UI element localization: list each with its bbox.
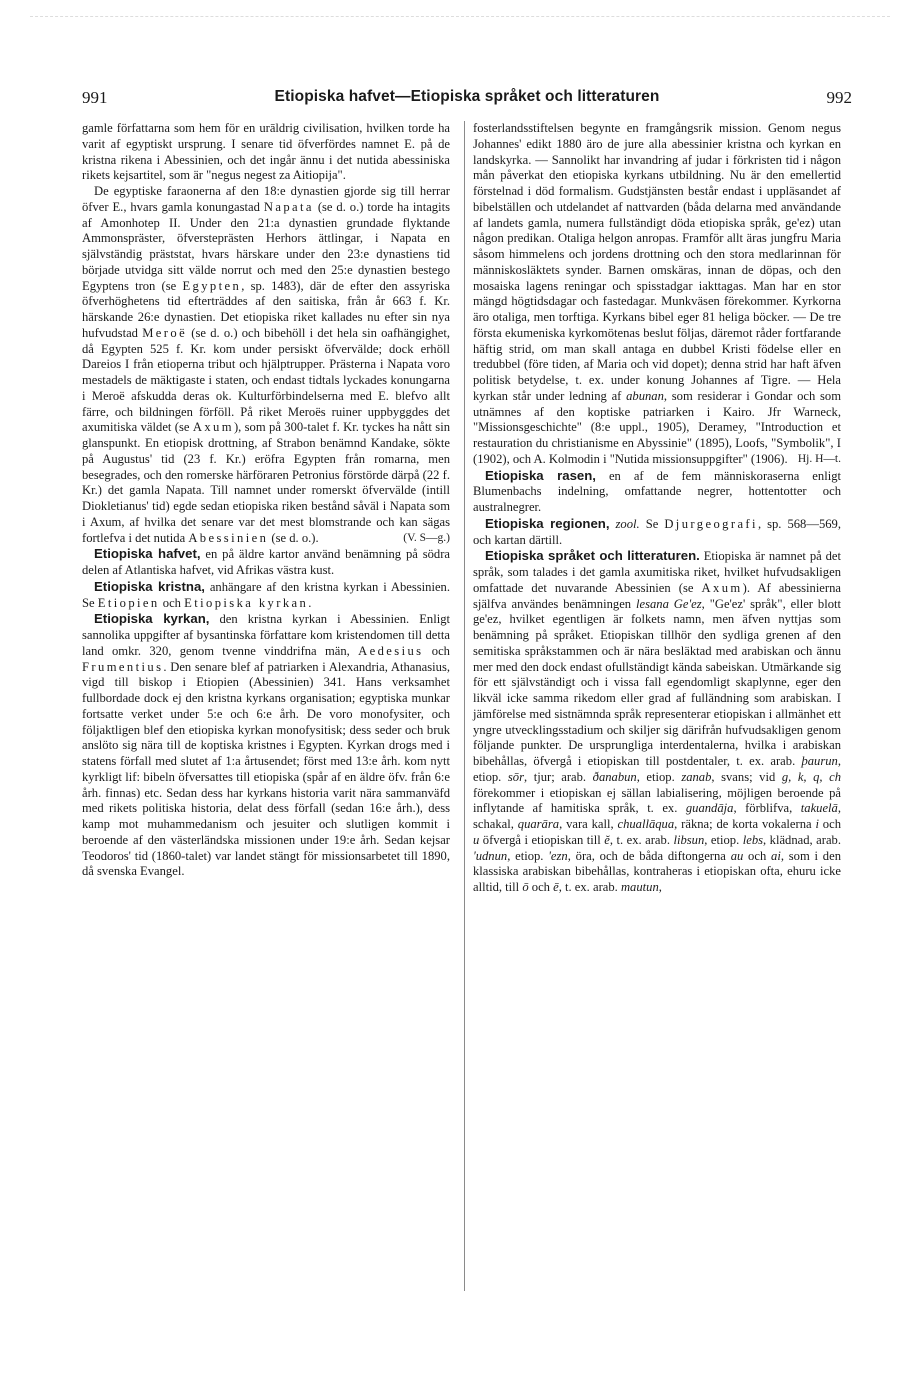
- entry-etiopiska-spraket: [473, 548, 841, 896]
- text-run: þaurun: [801, 754, 838, 768]
- text-run: och: [743, 848, 772, 863]
- text-run: och: [818, 817, 841, 831]
- text-run: gamle författarna som hem för en urāldrig civilisation, hvilken torde ha varit af egyptiskt ursprung. I senare tid öfverfördes namnet E. på de kristna rikena i Abessinien, och det ingår ännu i det nutida abessiniska rikets kejsartitel, som är "negus negest za Aitiopija".: [82, 121, 450, 183]
- text-run: och: [528, 880, 554, 894]
- text-run: libsun: [673, 832, 705, 847]
- text-run: zool.: [615, 516, 640, 531]
- text-run: au: [730, 848, 744, 863]
- running-title: Etiopiska hafvet—Etiopiska språket och litteraturen: [274, 88, 660, 105]
- text-run: fosterlandsstiftelsen begynte en framgångsrik mission. Genom negus Johannes' edikt 1880 äro de jure alla abessinier kristna och kyrkan en landskyrka. — Sannolikt har invandring af judar i förkristen tid i någon mån påverkat den etiopiska kyrkans utbildning. Nu är den emellertid förstelnad i död formalism. Gudstjänsten består endast i uppläsandet af bibelställen och utdelandet af nattvarden (båda delarna med användande af landets gamla, numera fullständigt döda etiopiska språk, ge'ez) utan någon predikan. Otaliga helgon anropas. Framför allt äras jungfru Maria såsom himmelens och jordens drottning och den stora medlarinnan för människosläktets synder. Barnen omskäras, innan de döpas, och den mosaiska lagens reningar och spisstadgar iakttagas. Man har en stor mängd högtidsdagar och fastedagar. Munkväsen förekommer. Kyrkorna äro otaliga, men torftiga. Kyrkans bibel eger 81 heliga böcker. — De tre första ekumeniska kyrkomötenas beslut följas, däremot råder fortfarande häftig strid, om man skall antaga en dubbel Kristi födelse eller en tredubbel (före tiden, af Maria och vid dopet); denna strid har haft äfven politisk betydelse, t. ex. under konung Johannes af Tigre. — Hela kyrkan står under ledning af: [473, 121, 841, 403]
- text-run: , etiop.: [636, 769, 682, 784]
- column-rule: [464, 121, 465, 1291]
- text-run: , klädnad, arab.: [763, 832, 841, 847]
- text-run: Se: [639, 516, 665, 531]
- text-run: ðanabun: [592, 769, 637, 784]
- headword: Etiopiska regionen,: [485, 515, 610, 531]
- left-column: [82, 121, 450, 880]
- page-number-left: 991: [82, 88, 108, 107]
- entry-etiopiska-hafvet: [82, 546, 450, 579]
- kyrkan-continuation: [473, 121, 841, 468]
- text-run: , svans; vid: [711, 769, 782, 784]
- text-run: och: [159, 595, 185, 610]
- text-run: en på äldre kartor använd benämning på södra delen af Atlantiska hafvet, vid Afrikas västra kust.: [82, 547, 450, 577]
- text-run: , etiop.: [473, 754, 841, 784]
- text-run: Etiopien: [97, 595, 160, 610]
- headword: Etiopiska kristna,: [94, 578, 205, 594]
- text-run: ō: [522, 880, 529, 894]
- author-signature: Hj. H—t.: [797, 452, 841, 465]
- text-run: , "Ge'ez' språk", eller blott ge'ez, hvilket egentligen är folkets namn, men äfven nyttjas som benämning på språket. Etiopiskan tillhör den sydliga grenen af den semitiska språkstammen och är nära besläktad med arabiskan och ännu mer med den dock endast ofullständigt kända sabeiskan. Utmärkande sig för ett självständigt och i vissa fall egendomligt skaplynne, eger den likväl icke samma rikedom eller grad af fulländning som arabiskan. I jämförelse med sistnämnda språk representerar etiopiskan i allmänhet ett yngre utvecklingsstadium och skiljer sig därifrån hufvudsakligen genom följande punkter. De ursprungliga interdentalerna, hvilka i arabiskan bibehållas, öfvergå i etiopiskan till postdentaler, t. ex. arab.: [473, 596, 841, 768]
- text-run: zanab: [681, 769, 712, 784]
- text-run: den kristna kyrkan i Abessinien. Enligt sannolika uppgifter af bysantinska författare kom kristendomen till detta land omkr. 320, genom tvenne vinddrifna män,: [82, 612, 451, 658]
- text-run: 'udnun: [473, 848, 508, 863]
- entry-etiopiska-regionen: [473, 516, 841, 549]
- text-run: (se d. o.) torde ha intagits af Amonhotep II. Under den 21:a dynastien grundade flyktande Ammonspräster, öfversteprästen Herhors ättlingar, i Napata en självständig präststat, hvars härskare under den 23:e dynastiens tid började utvidga sitt välde norrut och med den 25:e dynastien bestego Egyptens tron (se: [82, 199, 450, 293]
- text-run: lesana Ge'ez: [636, 596, 702, 611]
- text-run: mautun: [620, 880, 659, 894]
- text-run: i: [815, 817, 819, 831]
- text-run: 'ezn: [548, 848, 568, 863]
- text-run: Etiopiska kyrkan: [184, 595, 309, 610]
- entry-etiopiska-kristna: [82, 579, 450, 612]
- etiopien-continuation: [82, 121, 450, 184]
- text-run: ,: [658, 880, 662, 894]
- text-run: quarāra: [517, 817, 560, 831]
- text-run: u: [473, 832, 480, 847]
- text-run: Axum: [701, 580, 743, 595]
- text-run: , räkna; de korta vokalerna: [674, 817, 816, 831]
- text-run: ĕ: [604, 832, 610, 847]
- text-run: .: [308, 595, 312, 610]
- text-run: Aedesius: [358, 643, 424, 658]
- text-run: Axum: [192, 420, 234, 435]
- headword: Etiopiska kyrkan,: [94, 611, 210, 627]
- text-run: , sp. 1483), där de efter den assyriska öfverhöghetens tid efterträddes af den saitiska, från år 663 f. Kr. härskande 26:e dynastien. Det etiopiska riket kallades nu efter sin nya hufvudstad: [82, 278, 450, 340]
- text-run: takuelā: [800, 801, 838, 816]
- text-run: ē: [553, 880, 559, 894]
- text-run: , som residerar i Gondar och som utnämnes af den koptiske patriarken i Kairo. Jfr Warneck, "Missionsgeschichte" (8:e uppl., 1905), Deramey, "Introduction et restauration du christianisme en Abyssinie" (1895), Loofs, "Symbolik", I (1902), och A. Kolmodin i "Nutida missionsuppgifter" (1906).: [473, 388, 841, 466]
- text-run: , schakal,: [473, 801, 842, 831]
- text-run: (se d. o.) och bibehöll i det hela sin oafhängighet, då Egypten 525 f. Kr. kom under persiskt öfvervälde; dock erhöll Dareios I från etioperna tribut och hjälptrupper. Prästerna i Napata voro mestadels de mäktigaste i staten, och endast tidtals lyckades konungarna i Meroë afskudda deras ok. Kulturförbindelserna med E. blefvo allt färre, och bildningen förföll. På riket Meroës ruiner uppbyggdes det axumitiska väldet (se: [82, 325, 450, 435]
- text-run: ai: [771, 848, 781, 863]
- text-run: öfvergå i etiopiskan till: [479, 832, 605, 847]
- author-signature: (V. S—g.): [403, 531, 450, 544]
- text-run: guandāja: [685, 801, 734, 816]
- text-run: anhängare af den kristna kyrkan i Abessinien. Se: [82, 579, 450, 610]
- headword: Etiopiska rasen,: [485, 467, 596, 483]
- text-run: lebs: [742, 832, 764, 847]
- text-run: , som i den klassiska arabiskan bibehållas, kontraheras i etiopiskan ofta, ehuru icke alltid, till: [473, 848, 841, 894]
- text-run: (se d. o.).: [268, 530, 319, 545]
- text-run: chuallāqua: [617, 817, 675, 831]
- text-run: , sp. 568—569, och kartan därtill.: [473, 516, 841, 547]
- right-column: [473, 121, 841, 896]
- text-run: , förblifva,: [733, 801, 801, 816]
- text-run: Frumentius: [82, 659, 164, 674]
- entry-etiopiska-rasen: [473, 468, 841, 516]
- text-run: Meroë: [142, 325, 188, 340]
- scan-edge-artifact: [30, 16, 890, 23]
- text-run: g, k, q, ch: [781, 769, 841, 784]
- text-run: , vara kall,: [559, 817, 618, 831]
- text-run: och: [423, 643, 450, 658]
- text-run: Egypten: [182, 278, 242, 293]
- text-run: , öra, och de båda diftongerna: [567, 848, 731, 863]
- text-run: , etiop.: [507, 848, 549, 863]
- text-run: Djurgeografi: [664, 516, 758, 531]
- text-run: ), som på 300-talet f. Kr. tyckes ha nått sin glanspunkt. En etiopisk drottning, af Strabon benämnd Kandake, sökte på Augustus' tid (23 f. Kr.) eröfra Egypten från romarna, men besegrades, och den romerske härföraren Petronius förstörde därpå (22 f. Kr.) det gamla Napata. Till namnet under romerskt öfvervälde (intill Diokletianus' tid) egde sedan etiopiska riken bestånd såväl i Napata som i Axum, af hvilka det senare var det mest blomstrande och kan sägas fortlefva i det nutida: [82, 420, 450, 545]
- text-run: , etiop.: [704, 832, 743, 847]
- text-run: ). Af abessinierna själfva användes benämningen: [473, 580, 841, 611]
- text-run: , t. ex. arab.: [558, 880, 621, 894]
- text-run: Etiopiska är namnet på det språk, som talades i det gamla axumitiska riket, hvilket hufvudsakligen omfattade det nuvarande Abessinien (se: [473, 549, 842, 595]
- text-run: , tjur; arab.: [524, 769, 593, 784]
- page-header: [82, 88, 852, 112]
- text-run: Napata: [263, 199, 314, 214]
- text-run: förekommer i etiopiskan ej sällan labialisering, möjligen beroende på inflytande af hamitiska språk, t. ex.: [473, 785, 841, 816]
- headword: Etiopiska språket och litteraturen.: [485, 548, 700, 564]
- text-run: . Den senare blef af patriarken i Alexandria, Athanasius, vigd till biskop i Etiopien (Abessinien) 341. Hans verksamhet fullbordade dock ej den kristna kyrkans organisation; egyptiska munkar fortsatte verket under 5:e och 6:e årh. De voro monofysiter, och följaktligen blef den etiopiska kyrkan monofysitisk; dess seder och bruk anslöto sig nära till de koptiska kristnes i Egypten. Kyrkan drogs med i statens förfall med slutet af 1:a årtusendet; först med 13:e årh. kom nytt kyrkligt lif: bibeln öfversattes till etiopiska (spår af en äldre öfv. från 6:e årh. finnas) etc. Sedan dess har kyrkans historia varit nära sammanväfd med rikets politiska historia, delat dess förfall (sedan 16:e årh.), dess kamp mot muhammedanism och jesuiter och slutligen kommit i beroende af den västerländska missionen under 19:e årh. Sedan kejsar Teodoros' tid (1860-talet) var landet stängt för missionsarbetet till 1890, då svenska Evangel.: [82, 659, 450, 879]
- text-run: abunan: [626, 388, 664, 403]
- entry-etiopiska-kyrkan: [82, 611, 450, 880]
- text-run: Abessinien: [188, 530, 269, 545]
- text-run: De egyptiske faraonerna af den 18:e dynastien gjorde sig till herrar öfver E., hvars gamla konungastad: [82, 184, 450, 214]
- headword: Etiopiska hafvet,: [94, 546, 201, 562]
- text-run: en af de fem människoraserna enligt Blumenbachs indelning, omfattande negrer, hottentotter och australnegrer.: [473, 468, 841, 514]
- etiopien-history: [82, 184, 450, 546]
- text-run: sōr: [507, 769, 524, 784]
- text-run: , t. ex. arab.: [609, 832, 674, 847]
- page-number-right: 992: [826, 88, 852, 107]
